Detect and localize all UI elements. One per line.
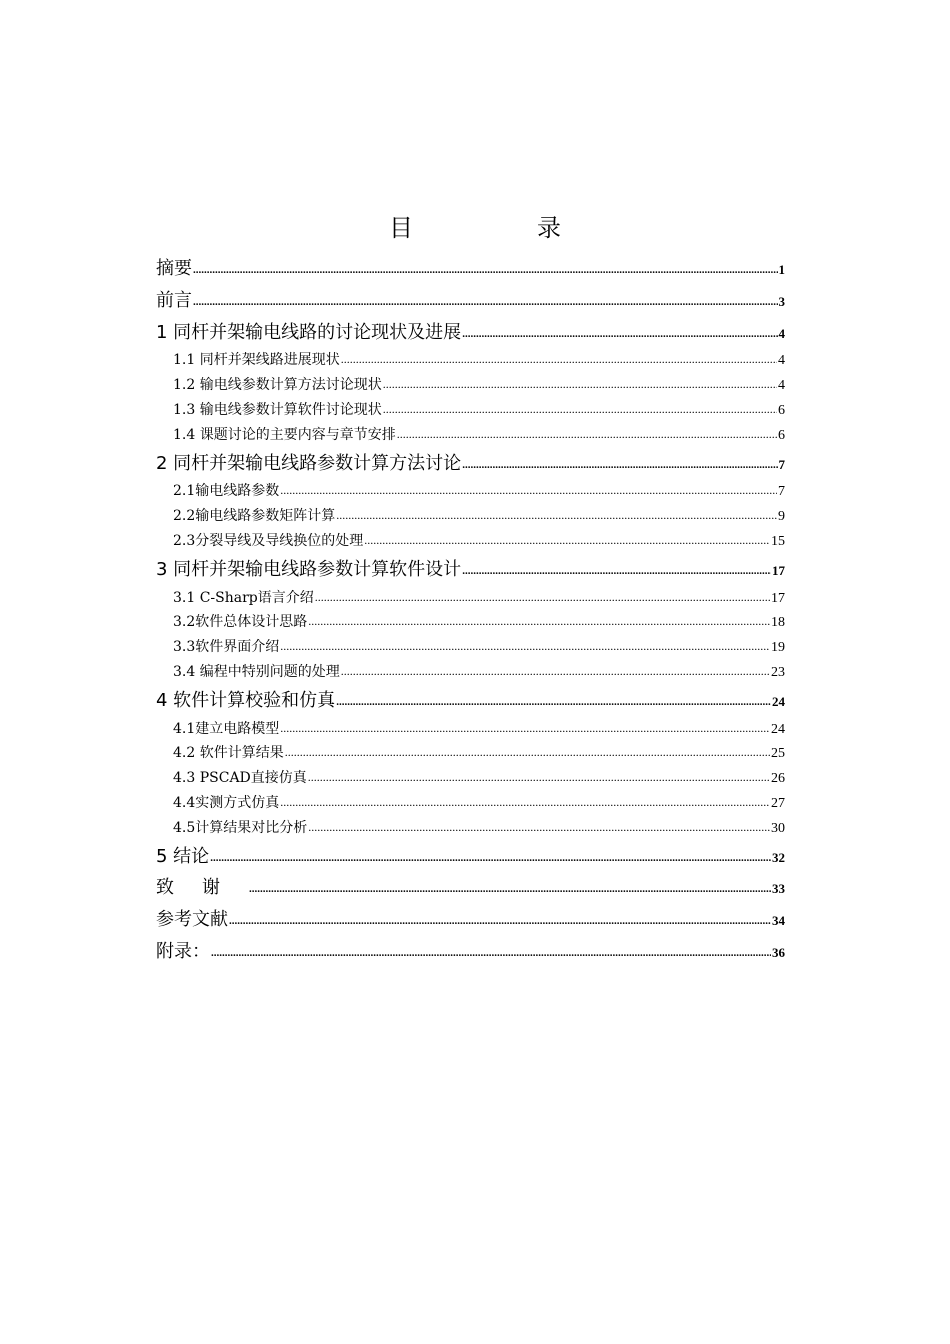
toc-entry-section-1-1[interactable] (156, 348, 785, 373)
toc-entry-text: 1.2 输电线参数计算方法讨论现状 (173, 377, 382, 394)
toc-entry-page: 24 (772, 693, 785, 709)
toc-entry-page: 27 (771, 795, 785, 811)
toc-entry-page: 23 (771, 664, 785, 680)
dot-leader (308, 609, 770, 634)
dot-leader (193, 255, 778, 287)
toc-entry-section-4-1[interactable] (156, 717, 785, 742)
toc-entry-text: 3.4 编程中特别问题的处理 (173, 663, 340, 680)
toc-entry-section-4-3[interactable] (156, 766, 785, 791)
toc-entry-references[interactable] (156, 904, 785, 936)
toc-entry-page: 7 (778, 456, 785, 472)
dot-leader (341, 347, 777, 372)
dot-leader (280, 634, 770, 659)
toc-entry-page: 4 (778, 353, 785, 369)
toc-entry-chapter-2[interactable] (156, 448, 785, 480)
dot-leader (383, 372, 777, 397)
toc-entry-text: 2.1输电线路参数 (173, 483, 280, 500)
toc-entry-text: 1.3 输电线参数计算软件讨论现状 (173, 401, 382, 418)
toc-entry-text: 3.1 C-Sharp语言介绍 (173, 589, 314, 606)
toc-entry-page: 15 (771, 533, 785, 549)
toc-entry-text: 致谢 (156, 877, 248, 899)
toc-entry-page: 7 (778, 484, 785, 500)
toc-entry-text: 4.4实测方式仿真 (173, 794, 280, 811)
toc-entry-section-3-3[interactable] (156, 635, 785, 660)
dot-leader (462, 319, 777, 351)
toc-entry-section-4-5[interactable] (156, 816, 785, 841)
toc-entry-text: 1.1 同杆并架线路进展现状 (173, 352, 340, 369)
toc-entry-chapter-4[interactable] (156, 685, 785, 717)
toc-entry-text: 前言 (156, 289, 192, 311)
dot-leader (211, 938, 771, 970)
toc-entry-page: 18 (771, 615, 785, 631)
toc-entry-text: 参考文献 (156, 909, 228, 931)
toc-entry-page: 1 (778, 262, 785, 277)
toc-entry-appendix[interactable] (156, 936, 785, 968)
toc-entry-text: 1 同杆并架输电线路的讨论现状及进展 (156, 321, 462, 343)
toc-entry-page: 24 (771, 721, 785, 737)
toc-entry-section-4-2[interactable] (156, 741, 785, 766)
toc-entry-page: 6 (778, 427, 785, 443)
dot-leader (280, 716, 770, 741)
toc-entry-section-1-2[interactable] (156, 373, 785, 398)
toc-entry-text: 4.5计算结果对比分析 (173, 819, 308, 836)
toc-entry-text: 3.2软件总体设计思路 (173, 614, 308, 631)
dot-leader (249, 874, 771, 906)
toc-entry-page: 3 (778, 293, 785, 309)
toc-entry-text: 4 软件计算校验和仿真 (156, 689, 336, 711)
toc-entry-abstract[interactable] (156, 253, 785, 285)
toc-entry-preface[interactable] (156, 285, 785, 317)
toc-entry-page: 17 (771, 590, 785, 606)
dot-leader (383, 397, 777, 422)
dot-leader (397, 422, 777, 447)
dot-leader (285, 740, 770, 765)
dot-leader (364, 528, 770, 553)
toc-entry-page: 4 (778, 325, 785, 341)
toc-entry-page: 6 (778, 402, 785, 418)
toc-title: 目 录 (389, 214, 611, 242)
toc-entry-chapter-3[interactable] (156, 554, 785, 586)
toc-entry-text: 1.4 课题讨论的主要内容与章节安排 (173, 426, 396, 443)
dot-leader (229, 906, 771, 938)
toc-entry-section-4-4[interactable] (156, 791, 785, 816)
toc-entry-section-1-3[interactable] (156, 398, 785, 423)
toc-entry-acknowledgements[interactable] (156, 872, 785, 904)
toc-entry-page: 34 (772, 913, 785, 929)
toc-entry-page: 32 (772, 849, 785, 865)
toc-entry-page: 4 (778, 378, 785, 394)
toc-entry-section-2-1[interactable] (156, 479, 785, 504)
toc-entry-text: 附录： (156, 940, 210, 962)
table-of-contents (156, 253, 785, 968)
dot-leader (462, 450, 777, 482)
toc-entry-section-3-1[interactable] (156, 586, 785, 611)
dot-leader (315, 585, 770, 610)
toc-entry-section-3-4[interactable] (156, 660, 785, 685)
toc-entry-section-2-3[interactable] (156, 529, 785, 554)
toc-entry-text: 摘要 (156, 258, 192, 279)
toc-entry-page: 26 (771, 771, 785, 787)
dot-leader (280, 790, 770, 815)
dot-leader (308, 765, 770, 790)
toc-entry-page: 36 (772, 944, 785, 960)
dot-leader (193, 287, 778, 319)
toc-entry-section-1-4[interactable] (156, 423, 785, 448)
dot-leader (210, 843, 771, 875)
toc-entry-page: 30 (771, 820, 785, 836)
toc-entry-text: 2 同杆并架输电线路参数计算方法讨论 (156, 452, 462, 474)
toc-entry-chapter-1[interactable] (156, 317, 785, 349)
dot-leader (462, 556, 771, 588)
dot-leader (341, 659, 770, 684)
toc-entry-text: 2.2输电线路参数矩阵计算 (173, 508, 336, 525)
toc-entry-text: 5 结论 (156, 845, 210, 867)
dot-leader (280, 478, 777, 503)
toc-entry-text: 3.3软件界面介绍 (173, 639, 280, 656)
dot-leader (336, 687, 771, 719)
toc-entry-section-3-2[interactable] (156, 610, 785, 635)
toc-entry-text: 4.3 PSCAD直接仿真 (173, 770, 307, 787)
toc-entry-page: 33 (772, 881, 785, 897)
toc-entry-page: 25 (771, 746, 785, 762)
toc-entry-text: 4.2 软件计算结果 (173, 745, 284, 762)
toc-entry-text: 4.1建立电路模型 (173, 720, 280, 737)
dot-leader (336, 503, 777, 528)
toc-entry-page: 9 (778, 509, 785, 525)
toc-entry-chapter-5[interactable] (156, 841, 785, 873)
dot-leader (308, 815, 770, 840)
toc-entry-text: 3 同杆并架输电线路参数计算软件设计 (156, 558, 462, 580)
toc-entry-text: 2.3分裂导线及导线换位的处理 (173, 532, 364, 549)
toc-entry-page: 17 (772, 562, 785, 578)
toc-entry-section-2-2[interactable] (156, 504, 785, 529)
toc-entry-page: 19 (771, 640, 785, 656)
